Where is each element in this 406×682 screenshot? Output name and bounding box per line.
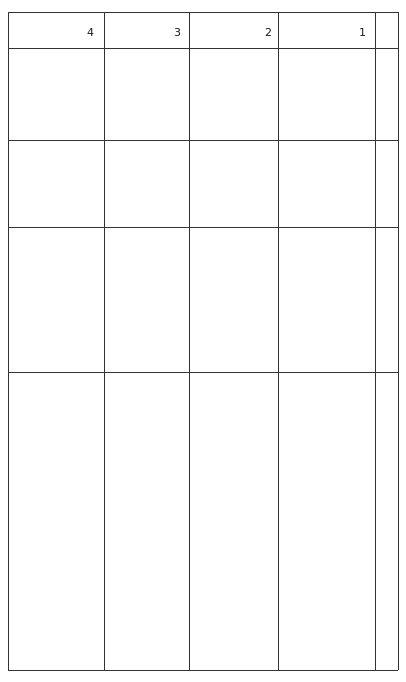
table-border-left [8,12,9,670]
row-4-number: 4 [87,26,94,39]
table-border-top [8,12,398,13]
row-2-question [196,234,274,368]
col-divider-number [8,48,398,49]
row-divider-2-1 [278,12,279,670]
row-2-answer [194,382,274,666]
col-divider-date [8,140,398,141]
row-4-answer [13,382,99,666]
table-border-right [398,12,399,670]
row-3-answer [108,382,185,666]
row-3-number: 3 [174,26,181,39]
table-border-bottom [8,670,398,671]
col-divider-session [8,227,398,228]
row-divider-1-header [375,12,376,670]
row-3-question [110,234,185,368]
row-4-question [13,234,99,368]
row-1-question [286,234,370,368]
row-2-number: 2 [265,26,272,39]
row-divider-3-2 [189,12,190,670]
row-divider-4-3 [104,12,105,670]
row-1-number: 1 [359,26,366,39]
row-1-answer [283,382,371,666]
col-divider-question [8,372,398,373]
